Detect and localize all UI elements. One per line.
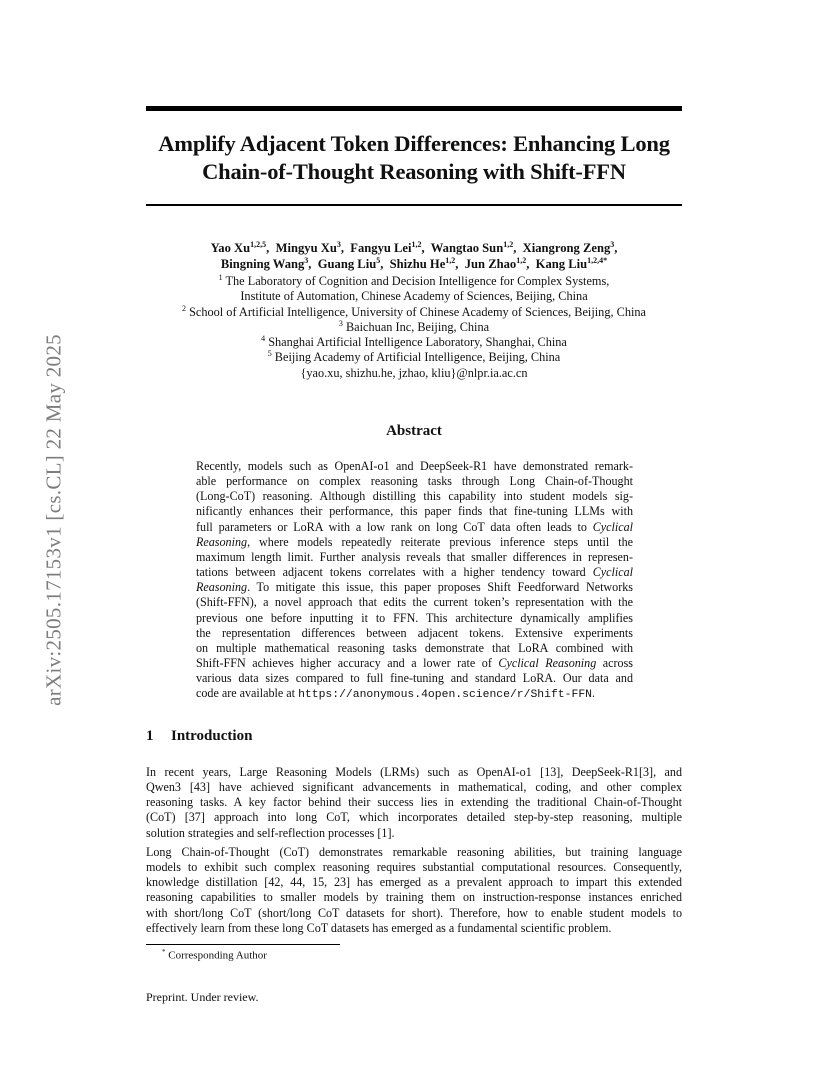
paper-title [130, 130, 698, 186]
text-line: with short/long CoT (short/long CoT datasets for short). Therefore, how to enable student models to [146, 905, 682, 920]
affiliation-line [120, 320, 708, 335]
affiliation-line [120, 289, 708, 304]
section-title: Introduction [171, 728, 253, 744]
abstract-line: tations between adjacent tokens correlates with a higher tendency toward Cyclical [196, 565, 633, 580]
intro-paragraph-2 [146, 845, 682, 936]
author-name: Shizhu He [389, 257, 446, 271]
footnote-mark: * [162, 948, 166, 956]
affiliation-line [120, 335, 708, 350]
author-sup: 5 [376, 255, 381, 265]
author-name: Kang Liu [535, 257, 588, 271]
author-sup: 1,2,5 [250, 239, 267, 249]
text-line: knowledge distillation [42, 44, 15, 23] has emerged as a prevalent approach to impart this extended [146, 875, 682, 890]
author-list [120, 240, 708, 272]
abstract-line: on multiple mathematical reasoning tasks demonstrate that LoRA combined with [196, 640, 633, 655]
author-sup: 3 [610, 239, 615, 249]
email-line: {yao.xu, shizhu.he, jzhao, kliu}@nlpr.ia.ac.cn [300, 365, 528, 380]
affiliations [120, 274, 708, 381]
author-name: Guang Liu [317, 257, 377, 271]
abstract-line: Recently, models such as OpenAI-o1 and DeepSeek-R1 have demonstrated remark- [196, 459, 633, 473]
text-line: In recent years, Large Reasoning Models (LRMs) such as OpenAI-o1 [13], DeepSeek-R1[3], and [146, 765, 682, 779]
author-sup: 1,2 [503, 239, 514, 249]
author-sup: 3 [304, 255, 309, 265]
title-bottom-rule [146, 204, 682, 206]
affiliation-line [120, 274, 708, 289]
text-line: (CoT) [37] approach into long CoT, which incorporates detailed step-by-step reasoning, multiple [146, 810, 682, 825]
affiliation-text: Beijing Academy of Artificial Intelligence, Beijing, China [274, 350, 561, 365]
author-line-1: Yao Xu$^{1,2,5}$, Mingyu Xu$^3$, Fangyu Lei$^{1,2}$, Wangtao Sun$^{1,2}$, Xiangrong Zeng$^3$, [210, 239, 618, 255]
abstract-line: Reasoning, where models repeatedly reiterate previous inference steps until the [196, 534, 633, 549]
author-name: Fangyu Lei [350, 241, 412, 255]
abstract-heading: Abstract [386, 423, 442, 439]
author-name: Xiangrong Zeng [522, 241, 611, 255]
abstract-body [196, 459, 633, 704]
affiliation-line [120, 305, 708, 320]
code-link[interactable]: https://anonymous.4open.science/r/Shift-FFN [298, 689, 592, 702]
footnote [162, 948, 267, 962]
footnote-rule [146, 944, 340, 945]
abstract-line: previous one before inputting it to FFN. This architecture dynamically amplifies [196, 610, 633, 625]
author-name: Mingyu Xu [275, 241, 337, 255]
abstract-line: the representation differences between adjacent tokens. Extensive experiments [196, 625, 633, 640]
affiliation-line [120, 350, 708, 365]
affiliation-text: Baichuan Inc, Beijing, China [345, 319, 490, 334]
section-heading-introduction [146, 728, 252, 745]
affiliation-sup: 5 [267, 349, 272, 359]
affiliation-text: School of Artificial Intelligence, University of Chinese Academy of Sciences, Beijing, China [189, 304, 646, 319]
intro-paragraph-1 [146, 765, 682, 841]
author-name: Bingning Wang [220, 257, 305, 271]
author-sup: 1,2 [516, 255, 527, 265]
abstract-line: full parameters or LoRA with a low rank on long CoT data often leads to Cyclical [196, 519, 633, 534]
abstract-line: code are available at https://anonymous.4open.science/r/Shift-FFN. [196, 686, 596, 702]
abstract-line: (Shift-FFN), a novel approach that edits the current token’s representation with the [196, 595, 633, 610]
abstract-line: (Long-CoT) reasoning. Although distilling this capability into student models sig- [196, 489, 633, 504]
affiliation-sup: 1 [218, 272, 223, 282]
title-line-2: Chain-of-Thought Reasoning with Shift-FFN [202, 159, 626, 184]
text-line: solution strategies and self-reflection processes [1]. [146, 825, 395, 840]
affiliation-sup: 2 [181, 303, 186, 313]
arxiv-identifier: arXiv:2505.17153v1 [cs.CL] 22 May 2025 [41, 334, 66, 706]
author-name: Wangtao Sun [430, 241, 504, 255]
abstract-line: able performance on complex reasoning tasks through Long Chain-of-Thought [196, 474, 633, 489]
text-line: Qwen3 [43] have achieved significant advancements in mathematical, coding, and other complex [146, 780, 682, 795]
author-sup: 1,2 [411, 239, 422, 249]
abstract-line: maximum length limit. Further analysis reveals that smaller differences in represen- [196, 549, 633, 564]
abstract-line: Shift-FFN achieves higher accuracy and a lower rate of Cyclical Reasoning across [196, 656, 633, 671]
affiliation-sup: 4 [261, 334, 266, 344]
affiliation-text: The Laboratory of Cognition and Decision Intelligence for Complex Systems, [225, 274, 610, 288]
author-line-2: Bingning Wang$^3$, Guang Liu$^5$, Shizhu He$^{1,2}$, Jun Zhao$^{1,2}$, Kang Liu$^{1,2,4*}$ [220, 255, 608, 271]
author-sup: 3 [336, 239, 341, 249]
author-sup: 1,2 [445, 255, 456, 265]
abstract-line: Reasoning. To mitigate this issue, this paper proposes Shift Feedforward Networks [196, 580, 633, 595]
affiliation-text: Shanghai Artificial Intelligence Laboratory, Shanghai, China [268, 335, 567, 350]
abstract-line: various data sizes compared to full fine-tuning and standard LoRA. Our data and [196, 671, 633, 686]
author-name: Jun Zhao [464, 257, 517, 271]
title-top-rule [146, 106, 682, 111]
author-name: Yao Xu [210, 241, 251, 255]
author-sup: 1,2,4* [587, 255, 608, 265]
text-line: models to exhibit such complex reasoning requires substantial computational resources. Consequently, [146, 860, 682, 875]
title-line-1: Amplify Adjacent Token Differences: Enhancing Long [158, 131, 670, 156]
affiliation-sup: 3 [338, 318, 343, 328]
text-line: reasoning capabilities to smaller models by training them on instruction-response instances enriched [146, 890, 682, 905]
footnote-text: Corresponding Author [168, 949, 267, 962]
abstract-line: nificantly enhances their performance, this paper finds that fine-tuning LLMs with [196, 504, 633, 519]
section-number: 1 [146, 728, 154, 744]
text-line: reasoning tasks. A key factor behind their success lies in extending the traditional Chain-of-Thought [146, 795, 682, 810]
preprint-notice: Preprint. Under review. [146, 990, 259, 1004]
text-line: Long Chain-of-Thought (CoT) demonstrates remarkable reasoning abilities, but training language [146, 845, 682, 859]
affiliation-text: Institute of Automation, Chinese Academy of Sciences, Beijing, China [240, 289, 588, 304]
text-line: effectively learn from these long CoT datasets has emerged as a fundamental scientific problem. [146, 920, 612, 935]
